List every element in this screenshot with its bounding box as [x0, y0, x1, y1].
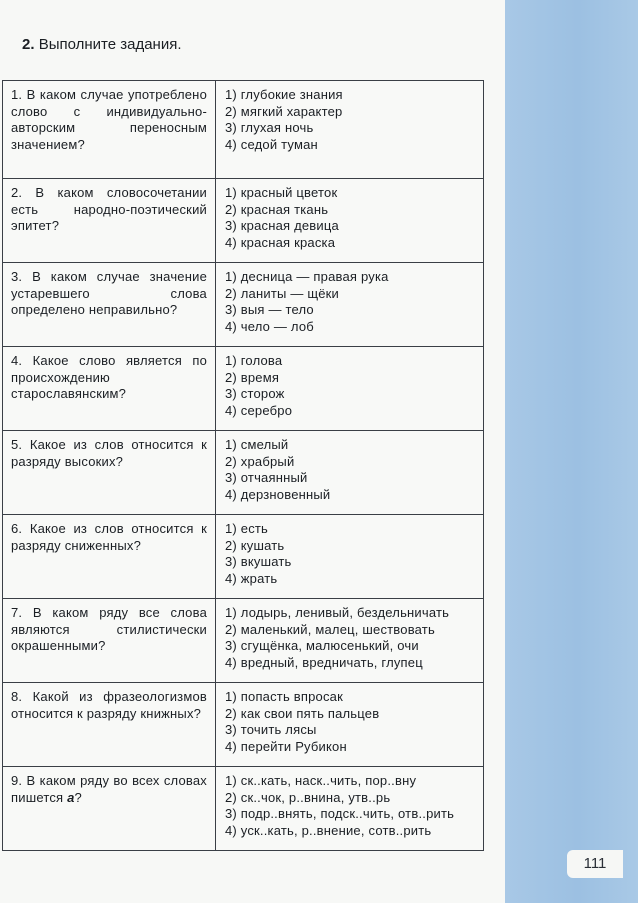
- answer-options-cell: [216, 81, 484, 179]
- answer-options-cell: [216, 263, 484, 347]
- answer-option: 2) красная ткань: [225, 201, 329, 217]
- answer-option: 4) уск..кать, р..внение, сотв..рить: [225, 822, 432, 838]
- question-number: 2.: [11, 185, 23, 200]
- answer-options-cell: [216, 179, 484, 263]
- question-row: [3, 347, 484, 431]
- answer-options-cell: [216, 347, 484, 431]
- question-number: 5.: [11, 437, 23, 452]
- question-cell: [3, 767, 216, 851]
- answer-option: 3) красная девица: [225, 218, 339, 233]
- answer-option: 2) ск..чок, р..внина, утв..рь: [225, 789, 391, 805]
- answer-option: 1) голова: [225, 353, 283, 368]
- question-text: [11, 605, 207, 655]
- question-body: В каком случае употреблено слово с индивидуально-авторским переносным значением?: [11, 87, 207, 152]
- answer-option: 1) смелый: [225, 437, 289, 452]
- question-number: 9.: [11, 773, 23, 788]
- answer-option: 2) ланиты — щёки: [225, 285, 340, 301]
- question-text: [11, 87, 207, 153]
- question-body: В каком ряду во всех словах пишется а?: [11, 773, 207, 805]
- answer-options-cell: [216, 767, 484, 851]
- answer-option: 1) десница — правая рука: [225, 269, 389, 284]
- question-cell: [3, 347, 216, 431]
- answer-option: 2) время: [225, 369, 280, 385]
- question-body: В каком ряду все слова являются стилистически окрашенными?: [11, 605, 207, 653]
- question-cell: [3, 263, 216, 347]
- answer-option: 1) попасть впросак: [225, 689, 343, 704]
- questions-table: [2, 80, 484, 851]
- question-row: [3, 431, 484, 515]
- question-number: 7.: [11, 605, 23, 620]
- question-text: [11, 353, 207, 403]
- emphasized-letter: а: [67, 789, 75, 805]
- question-row: [3, 599, 484, 683]
- question-text: [11, 269, 207, 319]
- answer-option: 4) жрать: [225, 570, 278, 586]
- question-cell: [3, 81, 216, 179]
- answer-options-cell: [216, 683, 484, 767]
- answer-option: 4) чело — лоб: [225, 318, 314, 334]
- task-number: 2.: [22, 36, 35, 53]
- blue-page-margin: [505, 0, 638, 903]
- answer-option: 3) подр..внять, подск..чить, отв..рить: [225, 806, 455, 821]
- question-row: [3, 683, 484, 767]
- question-row: [3, 179, 484, 263]
- question-body: В каком словосочетании есть народно-поэтический эпитет?: [11, 185, 207, 233]
- question-number: 3.: [11, 269, 23, 284]
- question-body: Какое слово является по происхождению старославянским?: [11, 353, 208, 401]
- question-number: 8.: [11, 689, 23, 704]
- question-row: [3, 81, 484, 179]
- answer-option: 1) ск..кать, наск..чить, пор..вну: [225, 773, 417, 788]
- answer-option: 3) глухая ночь: [225, 120, 314, 135]
- answer-option: 4) серебро: [225, 402, 293, 418]
- answer-option: 2) мягкий характер: [225, 103, 343, 119]
- question-body: Какое из слов относится к разряду сниженных?: [11, 521, 208, 553]
- question-text: [11, 437, 207, 470]
- question-number: 1.: [11, 87, 23, 102]
- answer-options-cell: [216, 431, 484, 515]
- answer-option: 3) вкушать: [225, 554, 292, 569]
- answer-option: 4) седой туман: [225, 136, 318, 152]
- answer-option: 3) сгущёнка, малюсенький, очи: [225, 638, 419, 653]
- question-row: [3, 767, 484, 851]
- answer-option: 1) лодырь, ленивый, бездельничать: [225, 605, 450, 620]
- question-row: [3, 515, 484, 599]
- question-text: [11, 521, 207, 554]
- task-title: Выполните задания.: [38, 36, 182, 53]
- question-text: [11, 185, 207, 235]
- answer-option: 1) есть: [225, 521, 269, 536]
- answer-option: 4) дерзновенный: [225, 486, 331, 502]
- question-cell: [3, 431, 216, 515]
- question-text: [11, 773, 207, 806]
- answer-option: 1) глубокие знания: [225, 87, 343, 102]
- page-number: 111: [567, 850, 623, 878]
- question-cell: [3, 683, 216, 767]
- answer-option: 3) выя — тело: [225, 302, 314, 317]
- question-number: 6.: [11, 521, 23, 536]
- answer-option: 3) точить лясы: [225, 722, 317, 737]
- answer-option: 4) перейти Рубикон: [225, 738, 347, 754]
- answer-option: 3) сторож: [225, 386, 285, 401]
- task-heading: [22, 36, 182, 53]
- answer-option: 2) кушать: [225, 537, 285, 553]
- answer-options-cell: [216, 515, 484, 599]
- question-cell: [3, 179, 216, 263]
- answer-option: 1) красный цветок: [225, 185, 338, 200]
- answer-option: 4) красная краска: [225, 234, 336, 250]
- question-number: 4.: [11, 353, 23, 368]
- question-body: В каком случае значение устаревшего слова определено неправильно?: [11, 269, 207, 317]
- answer-option: 2) как свои пять пальцев: [225, 705, 380, 721]
- answer-option: 4) вредный, вредничать, глупец: [225, 654, 423, 670]
- question-cell: [3, 515, 216, 599]
- question-body: Какое из слов относится к разряду высоких?: [11, 437, 208, 469]
- question-text: [11, 689, 207, 722]
- answer-options-cell: [216, 599, 484, 683]
- answer-option: 3) отчаянный: [225, 470, 308, 485]
- question-row: [3, 263, 484, 347]
- question-cell: [3, 599, 216, 683]
- answer-option: 2) храбрый: [225, 453, 295, 469]
- question-body: Какой из фразеологизмов относится к разряду книжных?: [11, 689, 208, 721]
- answer-option: 2) маленький, малец, шествовать: [225, 621, 435, 637]
